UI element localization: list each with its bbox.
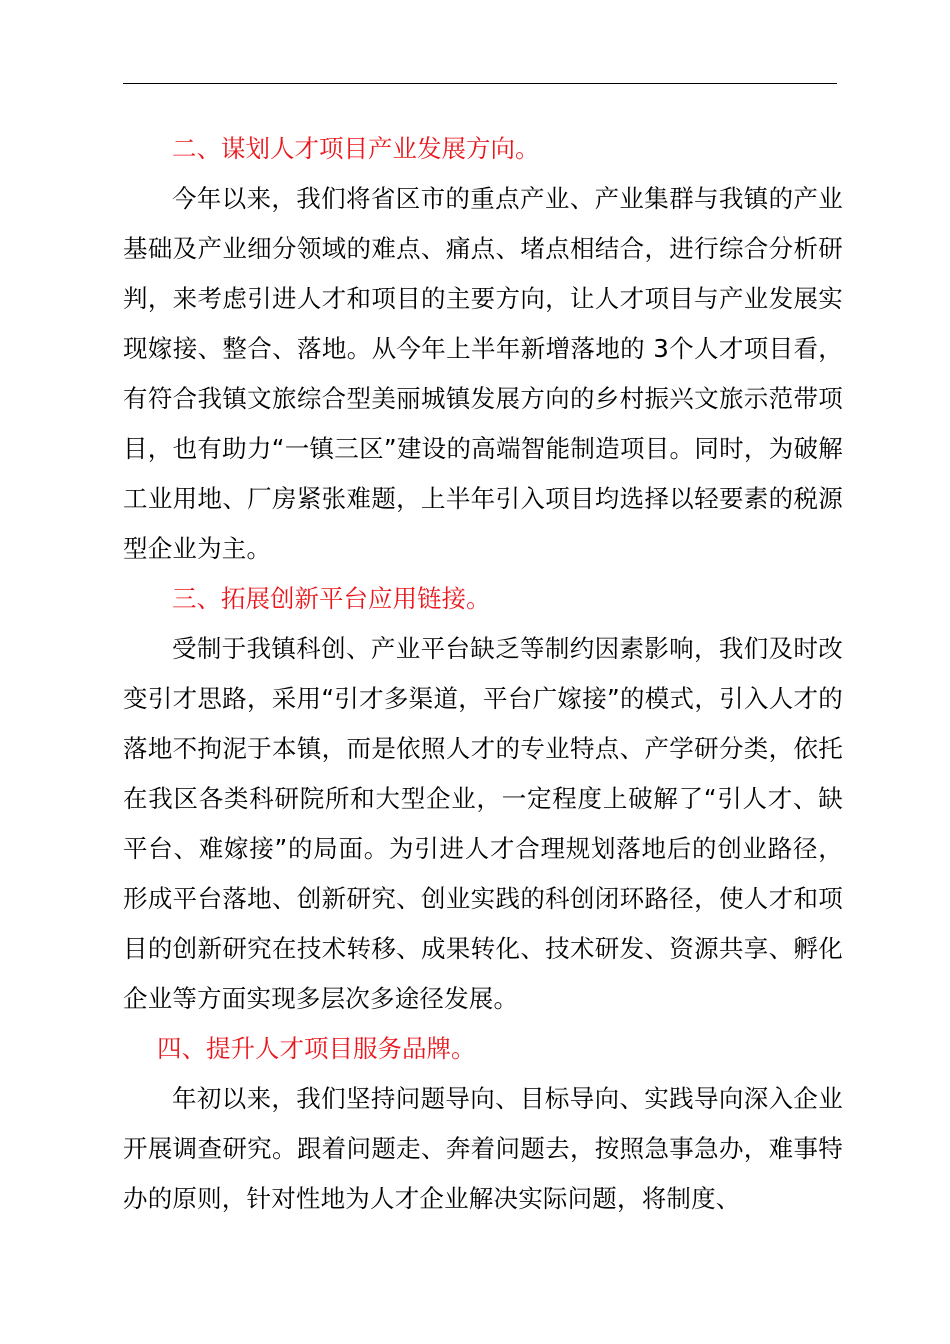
section-paragraph-3: 受制于我镇科创、产业平台缺乏等制约因素影响，我们及时改变引才思路，采用“引才多渠道，平台广嫁接”的模式，引入人才的落地不拘泥于本镇，而是依照人才的专业特点、产学研分类，依托在我区各类科研院所和大型企业，一定程度上破解了“引人才、缺平台、难嫁接”的局面。为引进人才合理规划落地后的创业路径，形成平台落地、创新研究、创业实践的科创闭环路径，使人才和项目的创新研究在技术转移、成果转化、技术研发、资源共享、孵化企业等方面实现多层次多途径发展。 [123, 634, 843, 1013]
section-paragraph-2: 今年以来，我们将省区市的重点产业、产业集群与我镇的产业基础及产业细分领域的难点、痛点、堵点相结合，进行综合分析研判，来考虑引进人才和项目的主要方向，让人才项目与产业发展实现嫁接、整合、落地。从今年上半年新增落地的 3个人才项目看，有符合我镇文旅综合型美丽城镇发展方向的乡村振兴文旅示范带项目，也有助力“一镇三区”建设的高端智能制造项目。同时，为破解工业用地、厂房紧张难题，上半年引入项目均选择以轻要素的税源型企业为主。 [123, 184, 843, 563]
section-heading-3: 三、拓展创新平台应用链接。 [172, 584, 491, 613]
document-body [123, 124, 843, 1224]
header-rule [123, 83, 837, 84]
section-heading-4: 四、提升人才项目服务品牌。 [157, 1034, 476, 1063]
section-paragraph-4: 年初以来，我们坚持问题导向、目标导向、实践导向深入企业开展调查研究。跟着问题走、奔着问题去，按照急事急办，难事特办的原则，针对性地为人才企业解决实际问题，将制度、 [123, 1084, 843, 1213]
section-heading-2: 二、谋划人才项目产业发展方向。 [172, 134, 540, 163]
